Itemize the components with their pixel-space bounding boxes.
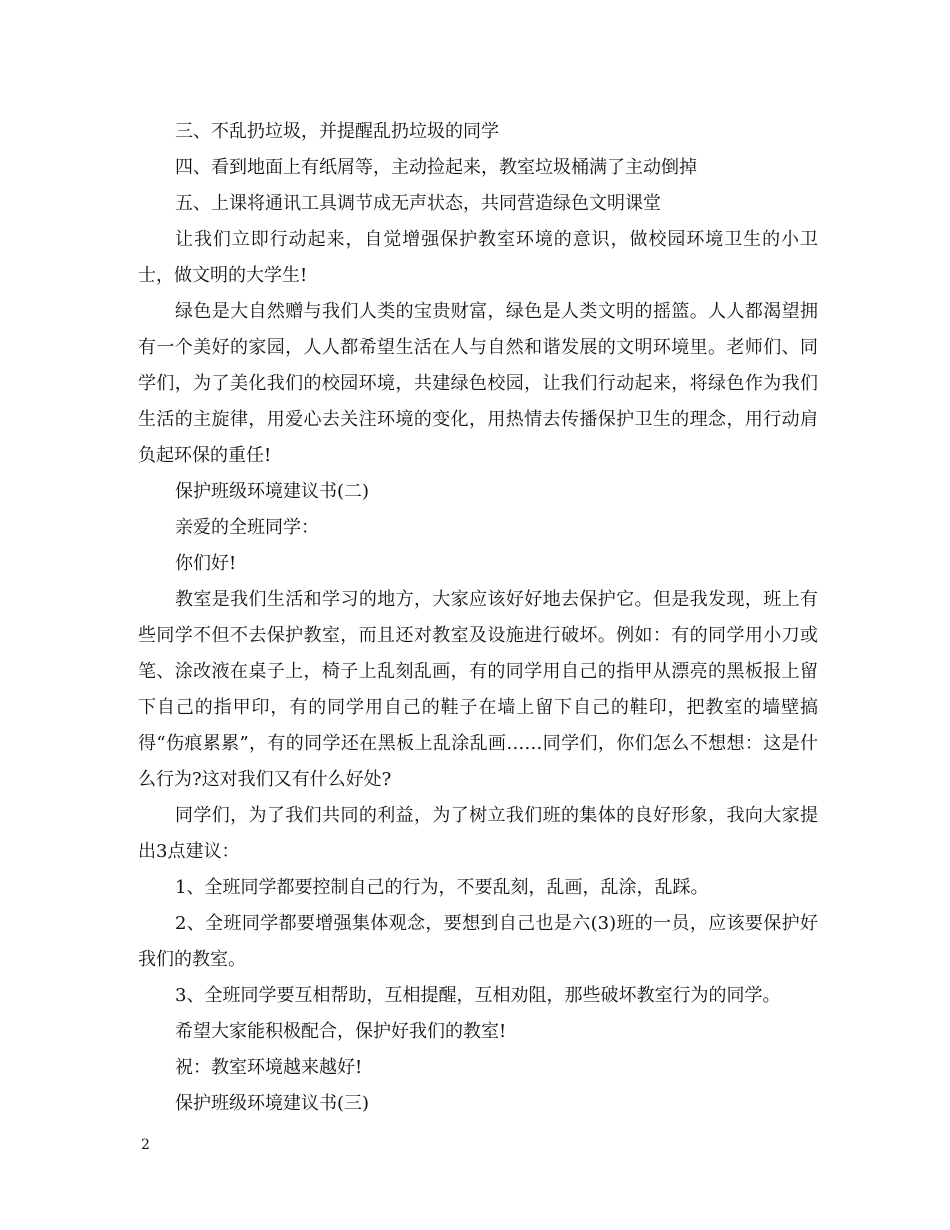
paragraph-call-to-action: 让我们立即行动起来，自觉增强保护教室环境的意识，做校园环境卫生的小卫士，做文明的大学生! — [138, 229, 818, 286]
closing-wish: 祝：教室环境越来越好! — [175, 1057, 363, 1078]
suggestion-3: 3、全班同学要互相帮助，互相提醒，互相劝阻，那些破坏教室行为的同学。 — [175, 985, 781, 1006]
paragraph-classroom-problem: 教室是我们生活和学习的地方，大家应该好好地去保护它。但是我发现，班上有些同学不但不去保护教室，而且还对教室及设施进行破坏。例如：有的同学用小刀或笔、涂改液在桌子上，椅子上乱刻乱画，有的同学用自己的指甲从漂亮的黑板报上留下自己的指甲印，有的同学用自己的鞋子在墙上留下自己的鞋印，把教室的墙壁搞得“伤痕累累”，有的同学还在黑板上乱涂乱画……同学们，你们怎么不想想：这是什么行为?这对我们又有什么好处? — [138, 589, 818, 790]
paragraph-proposal-intro: 同学们，为了我们共同的利益，为了树立我们班的集体的良好形象，我向大家提出3点建议： — [138, 805, 818, 862]
paragraph-item-3: 三、不乱扔垃圾，并提醒乱扔垃圾的同学 — [175, 121, 499, 142]
page-number: 2 — [141, 1137, 150, 1153]
suggestion-2: 2、全班同学都要增强集体观念，要想到自己也是六(3)班的一员，应该要保护好我们的教室。 — [138, 913, 818, 970]
body-text — [138, 114, 818, 1122]
paragraph-item-4: 四、看到地面上有纸屑等，主动捡起来，教室垃圾桶满了主动倒掉 — [175, 157, 697, 178]
suggestion-1: 1、全班同学都要控制自己的行为，不要乱刻，乱画，乱涂，乱踩。 — [175, 877, 709, 898]
paragraph-green-campus: 绿色是大自然赠与我们人类的宝贵财富，绿色是人类文明的摇篮。人人都渴望拥有一个美好的家园，人人都希望生活在人与自然和谐发展的文明环境里。老师们、同学们，为了美化我们的校园环境，共建绿色校园，让我们行动起来，将绿色作为我们生活的主旋律，用爱心去关注环境的变化，用热情去传播保护卫生的理念，用行动肩负起环保的重任! — [138, 301, 818, 466]
section-title-3: 保护班级环境建议书(三) — [175, 1093, 370, 1114]
closing-hope: 希望大家能积极配合，保护好我们的教室! — [175, 1021, 507, 1042]
paragraph-item-5: 五、上课将通讯工具调节成无声状态，共同营造绿色文明课堂 — [175, 193, 661, 214]
salutation: 亲爱的全班同学： — [175, 517, 319, 538]
section-title-2: 保护班级环境建议书(二) — [175, 481, 370, 502]
greeting: 你们好! — [175, 553, 237, 574]
